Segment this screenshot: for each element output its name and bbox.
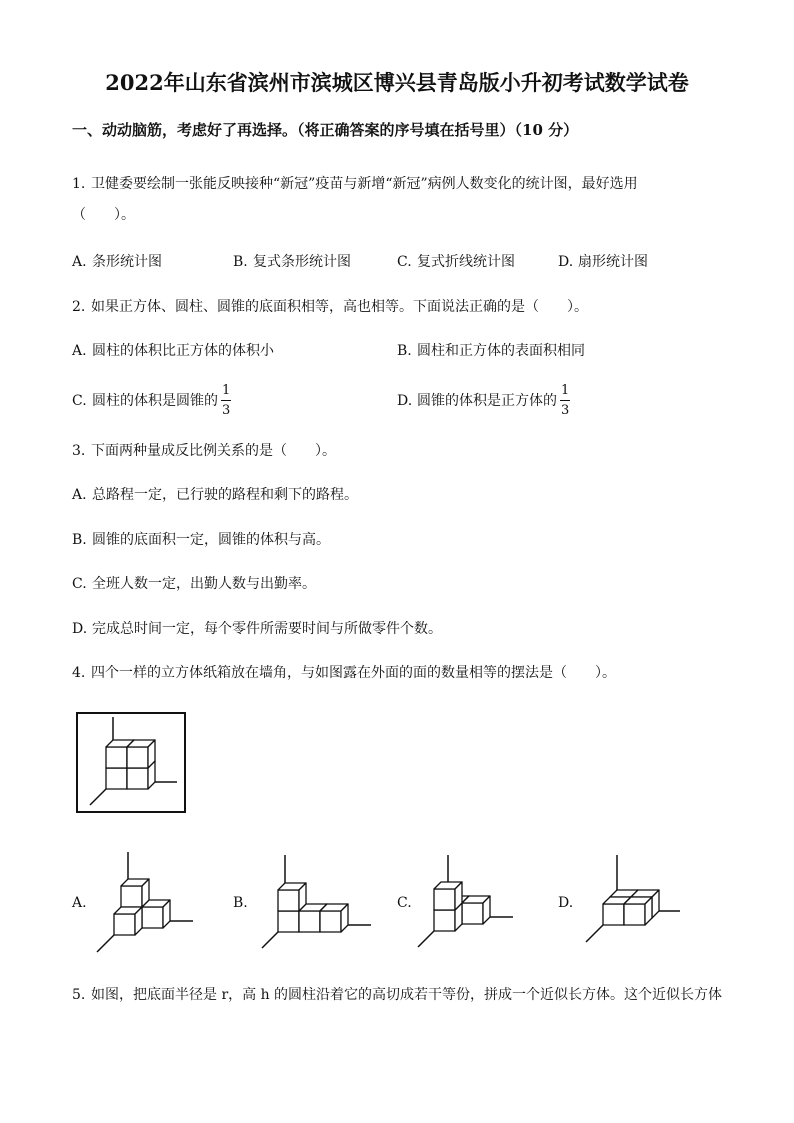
q2-option-a (72, 342, 274, 360)
cube-top-face (434, 903, 462, 910)
fraction (560, 383, 570, 419)
cube-right-face (299, 883, 306, 911)
question-text: 如图，把底面半径是 r，高 h 的圆柱沿着它的高切成若干等份，拼成一个近似长方体。这个近似长方体 (91, 987, 723, 1003)
option-label: A. (72, 254, 87, 270)
cube-right-face (455, 882, 462, 910)
cube (434, 882, 462, 910)
option-label: D. (72, 621, 88, 637)
option-b-figure (262, 855, 371, 948)
question-text: 四个一样的立方体纸箱放在墙角，与如图露在外面的面的数量相等的摆法是（ ）。 (91, 665, 616, 681)
fraction (221, 383, 231, 419)
question-number: 2. (72, 299, 86, 315)
page-title: 2022年山东省滨州市滨城区博兴县青岛版小升初考试数学试卷 (105, 70, 689, 95)
cube (631, 890, 659, 918)
question-4 (72, 664, 616, 682)
q2-option-d (397, 381, 570, 421)
cube-right-face (652, 890, 659, 918)
cube (106, 761, 134, 789)
option-c-figure (418, 855, 513, 947)
cube-front-face (106, 768, 127, 789)
option-label: B. (233, 254, 248, 270)
q3-option-b (72, 531, 330, 549)
cube (142, 900, 170, 928)
q1-option-d (558, 253, 648, 271)
fraction-denominator: 3 (561, 403, 570, 418)
option-text: 圆锥的底面积一定，圆锥的体积与高。 (92, 532, 330, 548)
option-text: 圆柱的体积是圆锥的 (92, 393, 218, 409)
cube-front-face (624, 904, 645, 925)
fraction-numerator: 1 (221, 383, 231, 401)
cube-top-face (610, 890, 638, 897)
cube-right-face (455, 903, 462, 931)
section-heading: 一、动动脑筋，考虑好了再选择。（将正确答案的序号填在括号里）（10 分） (72, 121, 579, 139)
cube-top-face (106, 761, 134, 768)
cube (278, 883, 306, 911)
option-label: C. (397, 254, 412, 270)
cube-top-face (278, 883, 306, 890)
question-1 (72, 175, 638, 193)
cube-top-face (434, 882, 462, 889)
q4-option-a-label: A. (72, 895, 87, 911)
option-label: D. (397, 393, 413, 409)
question-text: 卫健委要绘制一张能反映接种“新冠”疫苗与新增“新冠”病例人数变化的统计图，最好选用 (91, 176, 638, 192)
cube-top-face (127, 740, 155, 747)
q4-option-c-label: C. (397, 895, 412, 911)
cube (106, 740, 134, 768)
cube-front-face (127, 768, 148, 789)
cube (462, 896, 490, 924)
cube-right-face (142, 879, 149, 907)
cube-top-face (142, 900, 170, 907)
cube-right-face (127, 740, 134, 768)
cube-right-face (645, 897, 652, 925)
question-1-answer-blank: （ ）。 (72, 207, 135, 223)
option-text: 复式折线统计图 (417, 254, 515, 270)
q1-option-b (233, 253, 351, 271)
question-text: 下面两种量成反比例关系的是（ ）。 (91, 443, 336, 459)
cube-right-face (631, 890, 638, 918)
cube (299, 904, 327, 932)
option-label: D. (558, 254, 574, 270)
cube-top-face (603, 897, 631, 904)
option-text: 复式条形统计图 (253, 254, 351, 270)
option-d-figure (586, 855, 680, 942)
cube-front-face (434, 889, 455, 910)
cube-right-face (341, 904, 348, 932)
cube-top-face (320, 904, 348, 911)
cube-top-face (278, 904, 306, 911)
cube-front-face (631, 897, 652, 918)
option-label: A. (72, 487, 87, 503)
cube-top-face (299, 904, 327, 911)
q2-option-b (397, 342, 585, 360)
cube (114, 907, 142, 935)
cube-front-face (462, 903, 483, 924)
question-number: 1. (72, 176, 86, 192)
option-label: C. (72, 576, 87, 592)
cube (127, 740, 155, 768)
cube (603, 897, 631, 925)
cube-right-face (462, 896, 469, 924)
cube-top-face (106, 740, 134, 747)
cube-right-face (299, 904, 306, 932)
cube (610, 890, 638, 918)
option-label: C. (72, 393, 87, 409)
cube (434, 903, 462, 931)
option-label: B. (397, 343, 412, 359)
cube (320, 904, 348, 932)
q4-option-b-label: B. (233, 895, 248, 911)
cube-front-face (434, 910, 455, 931)
floor-diagonal-line (97, 935, 114, 952)
cube-top-face (121, 879, 149, 886)
cube-right-face (483, 896, 490, 924)
floor-diagonal-line (90, 789, 106, 805)
option-text: 全班人数一定，出勤人数与出勤率。 (92, 576, 316, 592)
cube-right-face (142, 900, 149, 928)
cube-right-face (148, 761, 155, 789)
cube-top-face (462, 896, 490, 903)
option-text: 完成总时间一定，每个零件所需要时间与所做零件个数。 (92, 621, 442, 637)
floor-diagonal-line (586, 925, 603, 942)
cube-right-face (163, 900, 170, 928)
option-text: 圆柱的体积比正方体的体积小 (92, 343, 274, 359)
question-text: 如果正方体、圆柱、圆锥的底面积相等，高也相等。下面说法正确的是（ ）。 (91, 299, 588, 315)
cube (441, 896, 469, 924)
option-a-figure (97, 852, 193, 952)
question-2 (72, 298, 588, 316)
cube-front-face (610, 897, 631, 918)
q3-option-a (72, 486, 358, 504)
cube-top-face (114, 907, 142, 914)
option-text: 圆锥的体积是正方体的 (417, 393, 557, 409)
question-5 (72, 986, 722, 1004)
cube-right-face (624, 897, 631, 925)
cube-front-face (142, 907, 163, 928)
floor-diagonal-line (418, 931, 434, 947)
cube-top-face (624, 897, 652, 904)
question-number: 3. (72, 443, 86, 459)
option-label: B. (72, 532, 87, 548)
cube-top-face (441, 896, 469, 903)
cube-top-face (127, 761, 155, 768)
cube-front-face (603, 904, 624, 925)
cube-right-face (320, 904, 327, 932)
cube-front-face (121, 886, 142, 907)
cube-right-face (148, 740, 155, 768)
cube (624, 897, 652, 925)
q4-option-d-label: D. (558, 895, 574, 911)
question-number: 5. (72, 987, 86, 1003)
cube (278, 904, 306, 932)
cube-right-face (135, 907, 142, 935)
fraction-denominator: 3 (222, 403, 231, 418)
cube-right-face (127, 761, 134, 789)
cube-front-face (441, 903, 462, 924)
cube-front-face (320, 911, 341, 932)
option-text: 总路程一定，已行驶的路程和剩下的路程。 (92, 487, 358, 503)
q3-option-d (72, 620, 442, 638)
option-label: A. (72, 343, 87, 359)
floor-diagonal-line (262, 932, 278, 948)
cube (127, 761, 155, 789)
cube-top-face (121, 900, 149, 907)
figure-frame (77, 713, 185, 812)
fraction-numerator: 1 (560, 383, 570, 401)
cube (121, 900, 149, 928)
cube-front-face (299, 911, 320, 932)
cube-front-face (278, 890, 299, 911)
cube-top-face (631, 890, 659, 897)
option-text: 圆柱和正方体的表面积相同 (417, 343, 585, 359)
cube-front-face (114, 914, 135, 935)
q2-option-c (72, 381, 231, 421)
q3-option-c (72, 575, 316, 593)
cube-front-face (127, 747, 148, 768)
q1-option-a (72, 253, 162, 271)
figure-main-cubes-in-corner (90, 717, 177, 805)
question-3 (72, 442, 336, 460)
cube-front-face (121, 907, 142, 928)
cube (121, 879, 149, 907)
cube-front-face (106, 747, 127, 768)
option-text: 扇形统计图 (578, 254, 648, 270)
cube-front-face (278, 911, 299, 932)
option-text: 条形统计图 (92, 254, 162, 270)
q1-option-c (397, 253, 515, 271)
question-number: 4. (72, 665, 86, 681)
